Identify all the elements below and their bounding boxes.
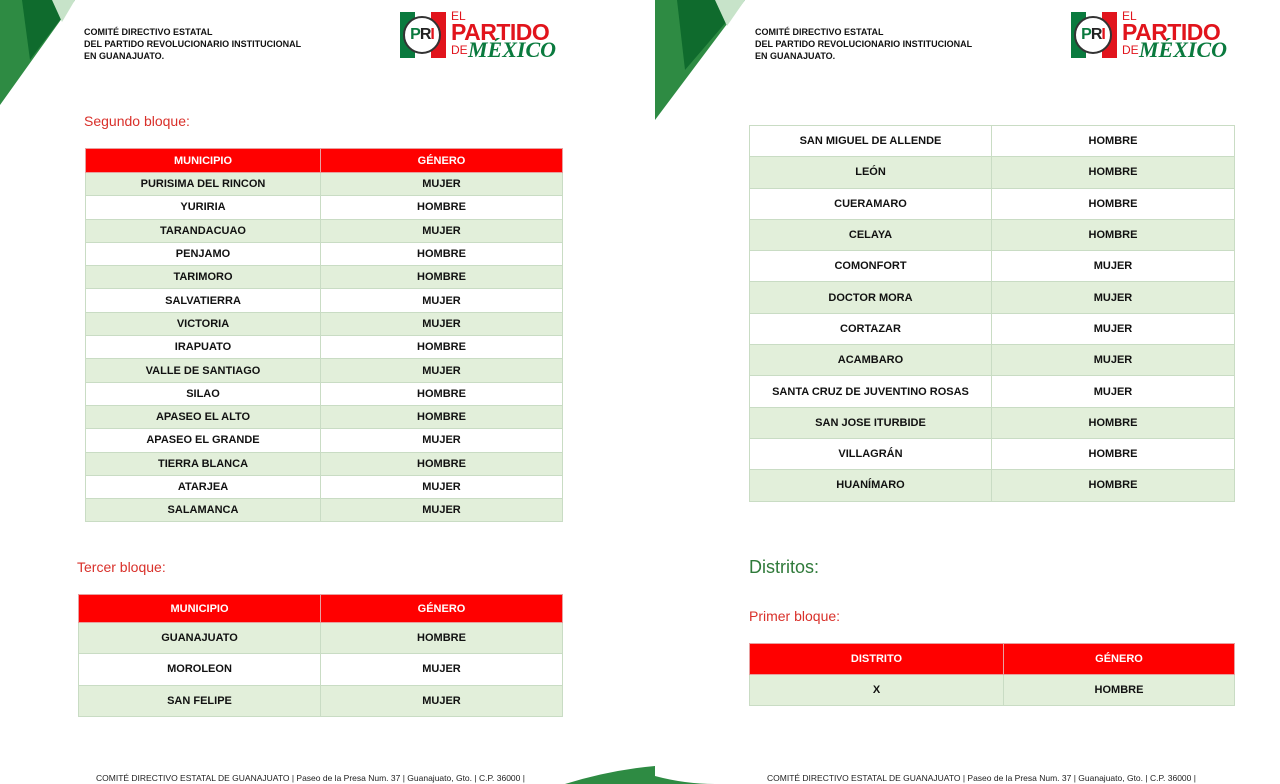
column-header-genero: GÉNERO (321, 595, 563, 623)
cell-genero: HOMBRE (992, 188, 1235, 219)
cell-genero: HOMBRE (321, 336, 563, 359)
cell-name: LEÓN (750, 157, 992, 188)
cell-genero: HOMBRE (321, 382, 563, 405)
table-row (86, 429, 563, 452)
logo-mexico: MÉXICO (1139, 37, 1228, 62)
green-corner-decoration (0, 0, 80, 105)
table-row (750, 470, 1235, 501)
cell-name: SILAO (86, 382, 321, 405)
cell-name: VILLAGRÁN (750, 438, 992, 469)
cell-genero: MUJER (992, 376, 1235, 407)
cell-name: GUANAJUATO (79, 623, 321, 654)
segundo-bloque-body (86, 173, 563, 522)
document-page-right (655, 0, 1280, 784)
tercer-bloque-table (78, 594, 563, 717)
table-row (79, 654, 563, 685)
cell-name: PENJAMO (86, 242, 321, 265)
table-header-row (750, 644, 1235, 675)
table-row (86, 289, 563, 312)
cell-name: SAN JOSE ITURBIDE (750, 407, 992, 438)
primer-bloque-title: Primer bloque: (749, 608, 841, 624)
logo-de: DE (1122, 43, 1139, 57)
cell-name: PURISIMA DEL RINCON (86, 173, 321, 196)
logo-mexico: MÉXICO (468, 37, 557, 62)
column-header-municipio: MUNICIPIO (86, 149, 321, 173)
cell-genero: HOMBRE (992, 219, 1235, 250)
cell-genero: HOMBRE (321, 242, 563, 265)
org-line-1: COMITÉ DIRECTIVO ESTATAL (755, 27, 884, 37)
org-line-2: DEL PARTIDO REVOLUCIONARIO INSTITUCIONAL (755, 39, 973, 49)
cell-genero: MUJER (321, 312, 563, 335)
cell-name: ATARJEA (86, 475, 321, 498)
table-row (86, 452, 563, 475)
footer-address: COMITÉ DIRECTIVO ESTATAL DE GUANAJUATO | Paseo de la Presa Num. 37 | Guanajuato, Gto. | C.P. 36000 | (96, 773, 525, 783)
cell-name: COMONFORT (750, 251, 992, 282)
column-header-genero: GÉNERO (321, 149, 563, 173)
table-row (750, 438, 1235, 469)
logo-el: EL (1122, 9, 1137, 23)
table-row (86, 382, 563, 405)
org-line-2: DEL PARTIDO REVOLUCIONARIO INSTITUCIONAL (84, 39, 302, 49)
cell-genero: MUJER (992, 313, 1235, 344)
cell-name: ACAMBARO (750, 345, 992, 376)
table-row (750, 219, 1235, 250)
column-header-municipio: MUNICIPIO (79, 595, 321, 623)
cell-genero: HOMBRE (321, 452, 563, 475)
table-row (86, 405, 563, 428)
column-header-distrito: DISTRITO (750, 644, 1004, 675)
cell-name: TIERRA BLANCA (86, 452, 321, 475)
pri-logo (400, 10, 560, 64)
tercer-bloque-title: Tercer bloque: (77, 559, 166, 575)
table-row (750, 313, 1235, 344)
table-row (750, 157, 1235, 188)
table-row (750, 345, 1235, 376)
cell-name: IRAPUATO (86, 336, 321, 359)
cell-genero: MUJER (321, 173, 563, 196)
cell-genero: MUJER (321, 499, 563, 522)
logo-el: EL (451, 9, 466, 23)
segundo-bloque-title: Segundo bloque: (84, 113, 190, 129)
cell-name: MOROLEON (79, 654, 321, 685)
logo-de: DE (451, 43, 468, 57)
cell-name: VALLE DE SANTIAGO (86, 359, 321, 382)
footer-swoosh-decoration (655, 770, 715, 784)
table-row (86, 475, 563, 498)
pri-badge-icon: PRI (1071, 12, 1117, 58)
cell-genero: HOMBRE (321, 196, 563, 219)
cell-name: HUANÍMARO (750, 470, 992, 501)
org-header (84, 26, 301, 62)
pri-badge-icon: PRI (400, 12, 446, 58)
footer-address: COMITÉ DIRECTIVO ESTATAL DE GUANAJUATO | Paseo de la Presa Num. 37 | Guanajuato, Gto. | C.P. 36000 | (767, 773, 1196, 783)
table-row (750, 675, 1235, 706)
cell-name: SAN FELIPE (79, 685, 321, 716)
org-line-1: COMITÉ DIRECTIVO ESTATAL (84, 27, 213, 37)
cell-genero: MUJER (992, 345, 1235, 376)
org-line-3: EN GUANAJUATO. (755, 51, 836, 61)
cell-genero: MUJER (321, 359, 563, 382)
green-corner-decoration (655, 0, 750, 120)
table-row (86, 219, 563, 242)
cell-name: TARIMORO (86, 266, 321, 289)
table-header-row (79, 595, 563, 623)
distritos-table (749, 643, 1235, 706)
distritos-title: Distritos: (749, 557, 820, 577)
cell-name: X (750, 675, 1004, 706)
cell-genero: HOMBRE (992, 407, 1235, 438)
cell-genero: MUJER (321, 289, 563, 312)
logo-partido: PARTIDO (451, 19, 550, 45)
segundo-bloque-table (85, 148, 563, 522)
table-header-row (86, 149, 563, 173)
table-row (86, 312, 563, 335)
cell-genero: HOMBRE (321, 266, 563, 289)
cell-name: SALAMANCA (86, 499, 321, 522)
cell-genero: HOMBRE (992, 126, 1235, 157)
cell-name: APASEO EL ALTO (86, 405, 321, 428)
logo-partido: PARTIDO (1122, 19, 1221, 45)
org-line-3: EN GUANAJUATO. (84, 51, 165, 61)
table-row (79, 685, 563, 716)
table-row (86, 196, 563, 219)
cell-genero: MUJER (992, 251, 1235, 282)
tercer-bloque-body (79, 623, 563, 717)
table-row (750, 126, 1235, 157)
pri-logo (1071, 10, 1231, 64)
table-row (750, 376, 1235, 407)
cell-genero: MUJER (992, 282, 1235, 313)
table-row (750, 407, 1235, 438)
table-row (86, 336, 563, 359)
table-row (86, 242, 563, 265)
column-header-genero: GÉNERO (1004, 644, 1235, 675)
continued-table-body (750, 126, 1235, 502)
cell-genero: HOMBRE (321, 623, 563, 654)
cell-name: CORTAZAR (750, 313, 992, 344)
cell-genero: MUJER (321, 475, 563, 498)
cell-genero: MUJER (321, 219, 563, 242)
footer-swoosh-decoration (565, 766, 655, 784)
cell-name: YURIRIA (86, 196, 321, 219)
org-header (755, 26, 972, 62)
cell-name: VICTORIA (86, 312, 321, 335)
continued-municipio-table (749, 125, 1235, 502)
cell-genero: HOMBRE (1004, 675, 1235, 706)
cell-genero: HOMBRE (321, 405, 563, 428)
table-row (86, 173, 563, 196)
cell-name: SANTA CRUZ DE JUVENTINO ROSAS (750, 376, 992, 407)
table-row (86, 499, 563, 522)
cell-genero: HOMBRE (992, 157, 1235, 188)
table-row (750, 188, 1235, 219)
cell-name: APASEO EL GRANDE (86, 429, 321, 452)
table-row (750, 251, 1235, 282)
distritos-body (750, 675, 1235, 706)
cell-genero: HOMBRE (992, 470, 1235, 501)
cell-genero: MUJER (321, 654, 563, 685)
cell-genero: HOMBRE (992, 438, 1235, 469)
cell-genero: MUJER (321, 685, 563, 716)
table-row (86, 359, 563, 382)
cell-name: DOCTOR MORA (750, 282, 992, 313)
table-row (79, 623, 563, 654)
cell-name: CUERAMARO (750, 188, 992, 219)
table-row (750, 282, 1235, 313)
cell-genero: MUJER (321, 429, 563, 452)
cell-name: CELAYA (750, 219, 992, 250)
table-row (86, 266, 563, 289)
cell-name: TARANDACUAO (86, 219, 321, 242)
cell-name: SAN MIGUEL DE ALLENDE (750, 126, 992, 157)
cell-name: SALVATIERRA (86, 289, 321, 312)
